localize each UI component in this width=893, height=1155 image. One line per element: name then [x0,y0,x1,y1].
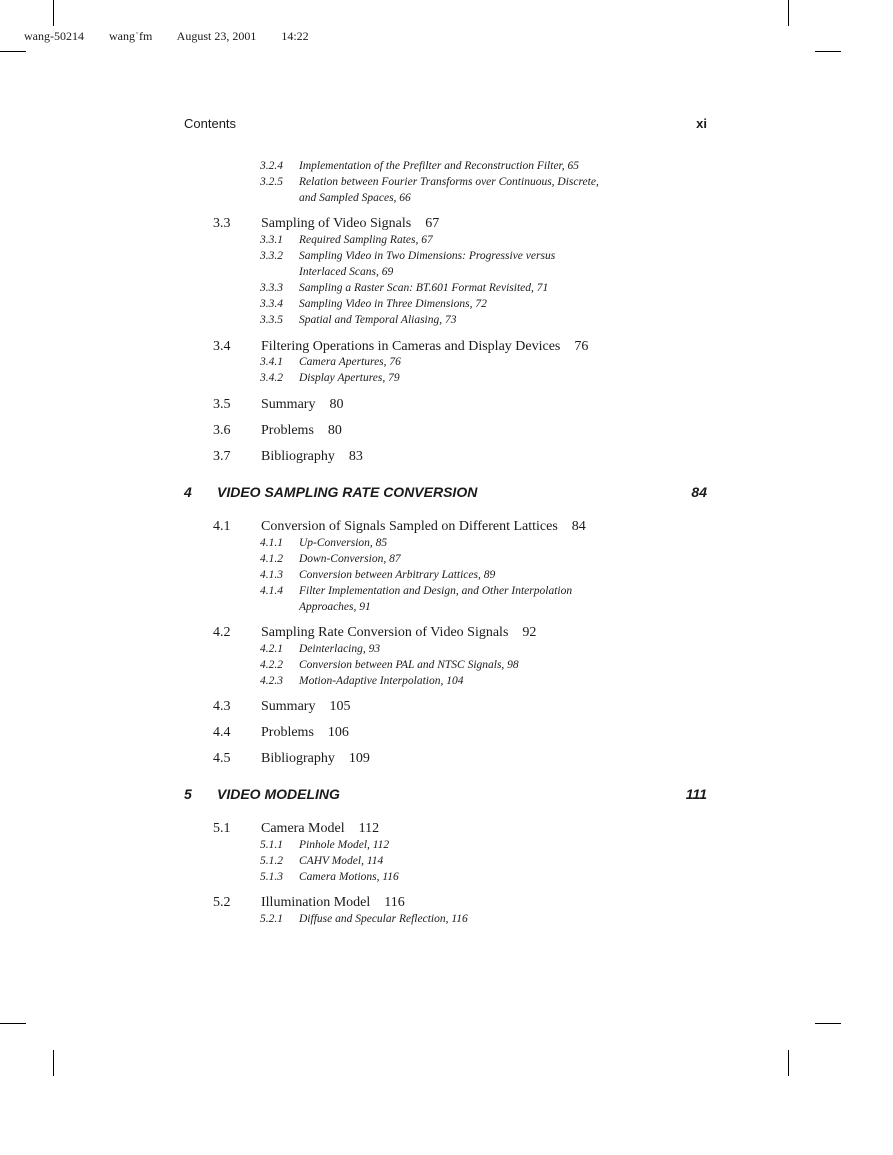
section-title: Sampling of Video Signals [261,216,412,231]
section-number: 3.7 [213,449,231,464]
section-number: 4.5 [213,751,231,766]
section-number: 3.5 [213,397,231,412]
subsection-number: 5.2.1 [260,913,283,925]
section-page: 92 [522,625,537,640]
printer-slug [24,29,331,44]
section-number: 4.2 [213,625,231,640]
subsection-number: 4.1.4 [260,585,283,597]
section-title: Bibliography [261,449,335,464]
section-page: 67 [425,216,440,231]
crop-mark [53,0,54,26]
subsection-number: 3.3.3 [260,282,283,294]
crop-mark [0,1023,26,1024]
subsection-title: Motion-Adaptive Interpolation, 104 [299,675,464,687]
section-title: Bibliography [261,751,335,766]
subsection-title: Required Sampling Rates, 67 [299,234,433,246]
subsection-title: Filter Implementation and Design, and Other Interpolation [299,585,573,597]
subsection-title: Sampling Video in Two Dimensions: Progressive versus [299,250,556,262]
subsection-number: 5.1.1 [260,839,283,851]
subsection-number: 3.4.1 [260,356,283,368]
subsection-title: Up-Conversion, 85 [299,537,388,549]
crop-mark [815,51,841,52]
crop-mark [788,0,789,26]
subsection-title: Relation between Fourier Transforms over Continuous, Discrete, [299,176,599,188]
subsection-title: Camera Apertures, 76 [299,356,401,368]
subsection-number: 5.1.3 [260,871,283,883]
crop-mark [0,51,26,52]
section-title: Sampling Rate Conversion of Video Signals [261,625,509,640]
subsection-title: Spatial and Temporal Aliasing, 73 [299,314,457,326]
section-number: 4.4 [213,725,231,740]
subsection-title: Deinterlacing, 93 [299,643,381,655]
subsection-number: 3.2.4 [260,160,283,172]
subsection-title: Down-Conversion, 87 [299,553,401,565]
crop-mark [815,1023,841,1024]
subsection-number: 4.1.2 [260,553,283,565]
section-number: 4.3 [213,699,231,714]
section-page: 80 [329,397,344,412]
subsection-title-continued: and Sampled Spaces, 66 [299,192,411,204]
subsection-title: Conversion between PAL and NTSC Signals, 98 [299,659,519,671]
subsection-number: 3.3.4 [260,298,283,310]
section-number: 5.2 [213,895,231,910]
subsection-number: 4.2.2 [260,659,283,671]
section-page: 76 [574,339,589,354]
subsection-title: Sampling a Raster Scan: BT.601 Format Revisited, 71 [299,282,549,294]
section-page: 112 [358,821,380,836]
section-title: Summary [261,699,316,714]
running-head-page: xi [696,116,707,131]
chapter-page: 84 [691,484,707,500]
subsection-number: 3.3.1 [260,234,283,246]
subsection-title: Implementation of the Prefilter and Reconstruction Filter, 65 [299,160,579,172]
chapter-page: 111 [685,786,707,802]
section-number: 3.4 [213,339,231,354]
section-page: 109 [348,751,370,766]
section-title: Camera Model [261,821,345,836]
slug-time: 14:22 [281,29,309,43]
subsection-title: Diffuse and Specular Reflection, 116 [299,913,468,925]
slug-date: August 23, 2001 [176,29,257,43]
subsection-number: 3.4.2 [260,372,283,384]
subsection-title: Sampling Video in Three Dimensions, 72 [299,298,487,310]
subsection-number: 4.1.1 [260,537,283,549]
subsection-title: CAHV Model, 114 [299,855,384,867]
section-title: Problems [261,725,314,740]
section-title: Problems [261,423,314,438]
subsection-title: Camera Motions, 116 [299,871,399,883]
running-head-title: Contents [184,116,237,131]
chapter-title: VIDEO SAMPLING RATE CONVERSION [217,484,478,500]
section-number: 5.1 [213,821,231,836]
section-title: Filtering Operations in Cameras and Display Devices [261,339,561,354]
section-page: 116 [384,895,405,910]
section-page: 83 [348,449,363,464]
subsection-number: 3.2.5 [260,176,283,188]
section-page: 106 [327,725,349,740]
subsection-title-continued: Approaches, 91 [299,601,371,613]
subsection-number: 3.3.5 [260,314,283,326]
section-page: 84 [571,519,586,534]
chapter-number: 4 [184,484,192,500]
section-number: 3.3 [213,216,231,231]
slug-job: wang-50214 [24,29,84,43]
subsection-number: 4.2.1 [260,643,283,655]
subsection-number: 3.3.2 [260,250,283,262]
subsection-title: Pinhole Model, 112 [299,839,390,851]
subsection-number: 4.1.3 [260,569,283,581]
section-number: 4.1 [213,519,231,534]
chapter-number: 5 [184,786,192,802]
subsection-title-continued: Interlaced Scans, 69 [299,266,394,278]
section-title: Summary [261,397,316,412]
subsection-number: 4.2.3 [260,675,283,687]
section-page: 80 [327,423,342,438]
subsection-title: Display Apertures, 79 [299,372,400,384]
subsection-number: 5.1.2 [260,855,283,867]
running-head [184,116,707,131]
subsection-title: Conversion between Arbitrary Lattices, 89 [299,569,496,581]
crop-mark [788,1050,789,1076]
section-page: 105 [329,699,351,714]
crop-mark [53,1050,54,1076]
section-number: 3.6 [213,423,231,438]
section-title: Illumination Model [261,895,371,910]
section-title: Conversion of Signals Sampled on Different Lattices [261,519,558,534]
slug-file: wang˙fm [109,29,153,43]
chapter-title: VIDEO MODELING [217,786,340,802]
